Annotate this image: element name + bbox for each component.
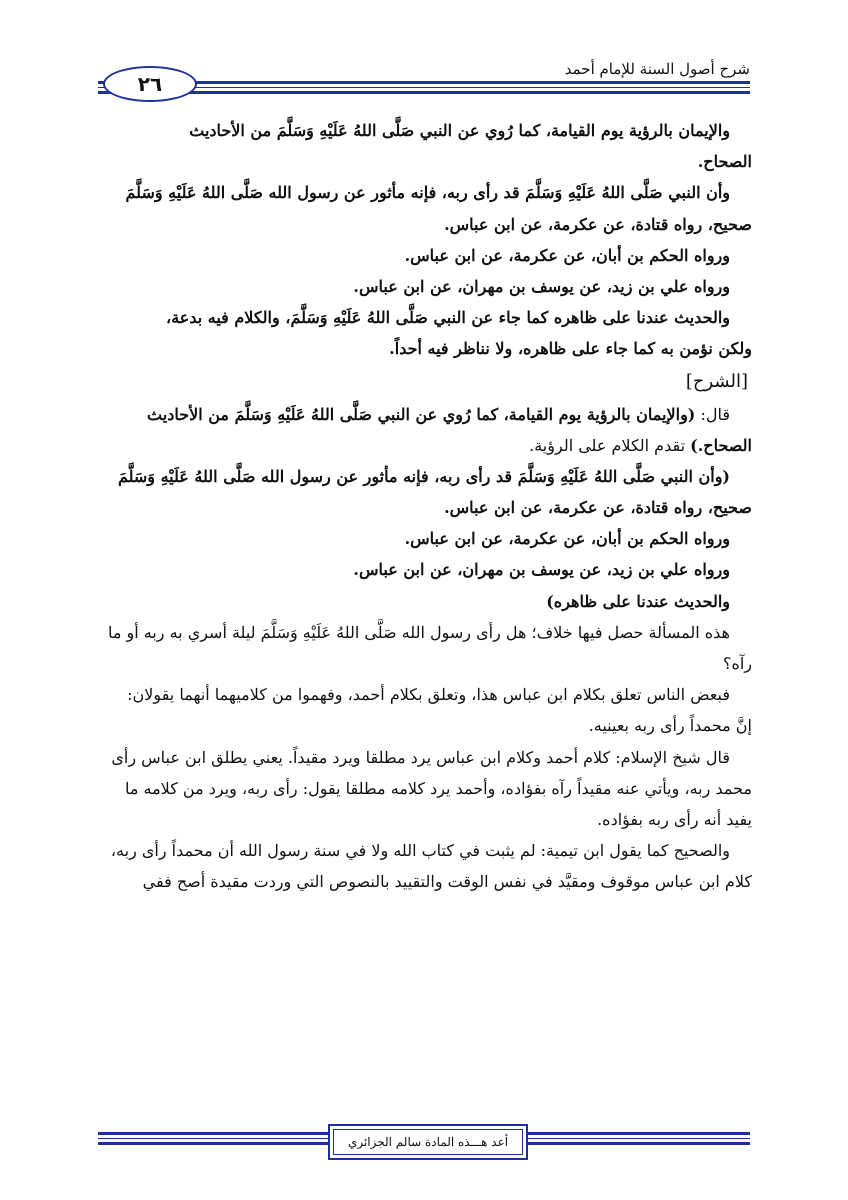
page-number: ٢٦ <box>137 72 163 96</box>
text-line: فبعض الناس تعلق بكلام ابن عباس هذا، وتعلق بكلام أحمد، وفهموا من كلاميهما أنهما يقولان: <box>127 685 730 705</box>
text-line <box>100 430 752 461</box>
text-line: هذه المسألة حصل فيها خلاف؛ هل رأى رسول الله صَلَّى اللهُ عَلَيْهِ وَسَلَّمَ ليلة أسري به ربه أو ما <box>107 622 730 642</box>
text-line: والصحيح كما يقول ابن تيمية: لم يثبت في كتاب الله ولا في سنة رسول الله أن محمداً رأى ربه، <box>110 841 730 861</box>
text-line: ورواه الحكم بن أبان، عن عكرمة، عن ابن عباس. <box>404 529 730 549</box>
book-title: شرح أصول السنة للإمام أحمد <box>564 60 750 78</box>
text-line: رآه؟ <box>722 654 752 673</box>
text-line: (وأن النبي صَلَّى اللهُ عَلَيْهِ وَسَلَّمَ قد رأى ربه، فإنه مأثور عن رسول الله صَلَّى اللهُ عَلَيْهِ وَسَلَّمَ <box>117 466 730 486</box>
quoted-text: (والإيمان بالرؤية يوم القيامة، كما رُوي عن النبي صَلَّى اللهُ عَلَيْهِ وَسَلَّمَ من الأحاديث <box>147 404 696 424</box>
text-line: والإيمان بالرؤية يوم القيامة، كما رُوي عن النبي صَلَّى اللهُ عَلَيْهِ وَسَلَّمَ من الأحاديث <box>189 121 730 140</box>
text-line: ورواه علي بن زيد، عن يوسف بن مهران، عن ابن عباس. <box>353 560 730 580</box>
text-line: صحيح، رواه قتادة، عن عكرمة، عن ابن عباس. <box>444 214 752 234</box>
quoted-text: الصحاح.) <box>690 435 752 455</box>
page-body <box>100 115 752 898</box>
commentary-note: تقدم الكلام على الرؤية. <box>529 435 691 455</box>
text-line: يفيد أنه رأى ربه بفؤاده. <box>597 809 752 829</box>
text-line: قال شيخ الإسلام: كلام أحمد وكلام ابن عباس يرد مطلقا ويرد مقيداً. يعني يطلق ابن عباس رأى <box>111 747 730 767</box>
text-line: الصحاح. <box>697 152 752 172</box>
text-line: وأن النبي صَلَّى اللهُ عَلَيْهِ وَسَلَّمَ قد رأى ربه، فإنه مأثور عن رسول الله صَلَّى اللهُ عَلَيْهِ وَسَلَّمَ <box>125 183 730 203</box>
text-line: محمد ربه، ويأتي عنه مقيداً رآه بفؤاده، وأحمد يرد كلامه مطلقا يقول: رأى ربه، ويرد من كلامه ما <box>124 778 752 798</box>
text-line <box>100 399 752 430</box>
footer-credit: أعد هـــذه المادة سالم الجزائري <box>333 1129 523 1155</box>
text-line: كلام ابن عباس موقوف ومقيَّد في نفس الوقت والتقييد بالنصوص التي وردت مقيدة أصح ففي <box>142 872 752 892</box>
text-line: والحديث عندنا على ظاهره) <box>546 591 730 611</box>
footer-credit-box <box>328 1124 528 1160</box>
text-line: ولكن نؤمن به كما جاء على ظاهره، ولا نناظر فيه أحداً. <box>389 339 752 359</box>
text-line: والحديث عندنا على ظاهره كما جاء عن النبي صَلَّى اللهُ عَلَيْهِ وَسَلَّمَ، والكلام فيه بدعة، <box>166 308 730 328</box>
page-number-badge <box>103 66 197 102</box>
text-line: إنَّ محمداً رأى ربه بعينيه. <box>588 716 752 736</box>
qala-label: قال: <box>695 404 730 424</box>
header-rule-bottom <box>98 91 750 94</box>
section-heading-sharh: [الشرح] <box>685 370 748 392</box>
text-line: ورواه علي بن زيد، عن يوسف بن مهران، عن ابن عباس. <box>353 276 730 296</box>
text-line: ورواه الحكم بن أبان، عن عكرمة، عن ابن عباس. <box>404 245 730 265</box>
text-line: صحيح، رواه قتادة، عن عكرمة، عن ابن عباس. <box>444 498 752 518</box>
